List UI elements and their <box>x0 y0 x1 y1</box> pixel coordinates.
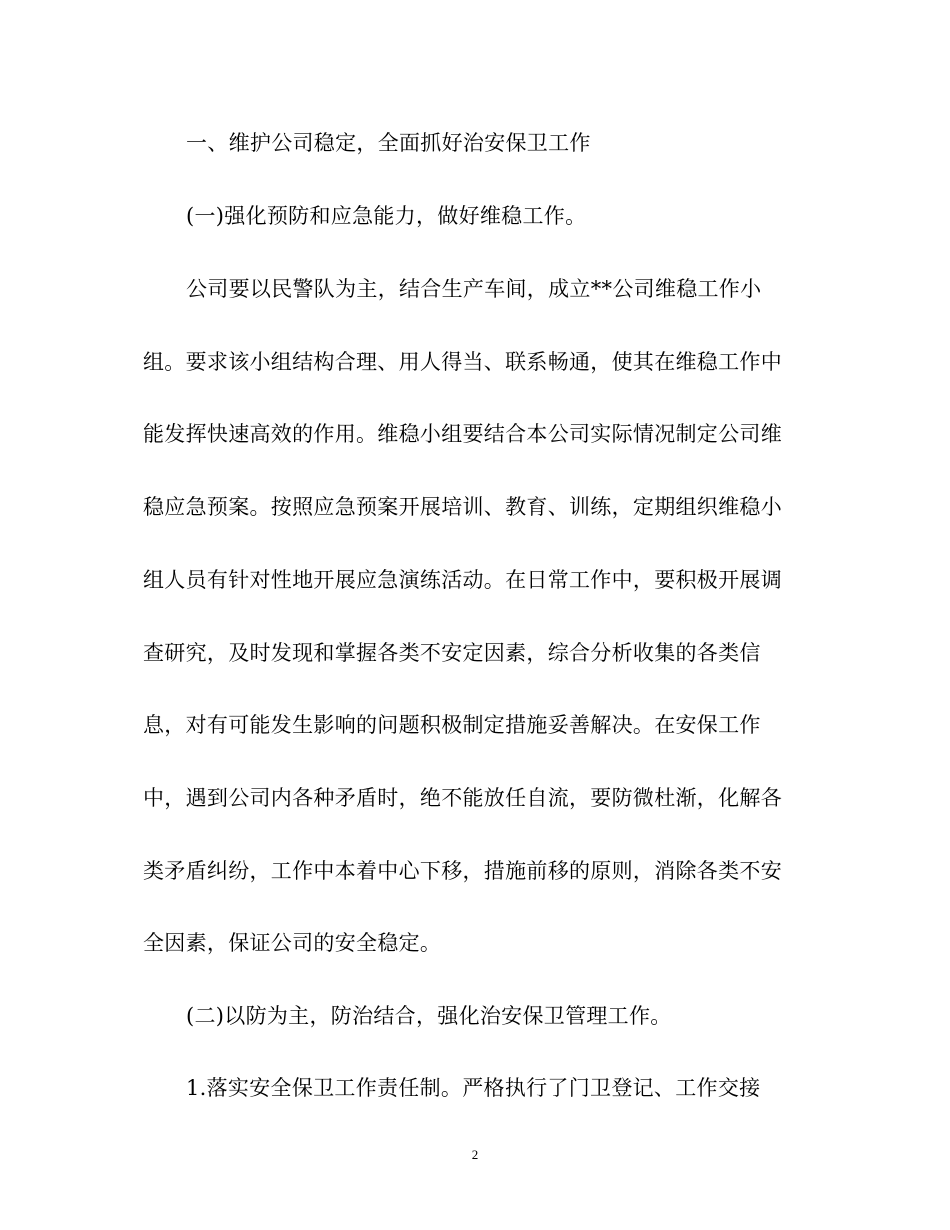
paragraph-line: 组人员有针对性地开展应急演练活动。在日常工作中，要积极开展调 <box>143 568 782 592</box>
paragraph-line: 类矛盾纠纷，工作中本着中心下移，措施前移的原则，消除各类不安 <box>143 859 782 883</box>
paragraph-line: 稳应急预案。按照应急预案开展培训、教育、训练，定期组织维稳小 <box>143 495 782 519</box>
paragraph-line: 能发挥快速高效的作用。维稳小组要结合本公司实际情况制定公司维 <box>143 422 782 446</box>
page-number: 2 <box>471 1147 479 1162</box>
subsection-heading: (一)强化预防和应急能力，做好维稳工作。 <box>186 204 587 228</box>
paragraph-line: 组。要求该小组结构合理、用人得当、联系畅通，使其在维稳工作中 <box>143 350 782 374</box>
paragraph-line: 全因素，保证公司的安全稳定。 <box>143 931 442 955</box>
section-heading: 一、维护公司稳定，全面抓好治安保卫工作 <box>186 131 591 155</box>
paragraph-line: 公司要以民警队为主，结合生产车间，成立**公司维稳工作小 <box>186 277 762 301</box>
paragraph-line: 中，遇到公司内各种矛盾时，绝不能放任自流，要防微杜渐，化解各 <box>143 786 782 810</box>
paragraph-line: 查研究，及时发现和掌握各类不安定因素，综合分析收集的各类信 <box>143 641 761 665</box>
paragraph-line: 1.落实安全保卫工作责任制。严格执行了门卫登记、工作交接 <box>186 1076 761 1100</box>
paragraph-line: 息，对有可能发生影响的问题积极制定措施妥善解决。在安保工作 <box>143 713 761 737</box>
subsection-heading: (二)以防为主，防治结合，强化治安保卫管理工作。 <box>186 1004 672 1028</box>
